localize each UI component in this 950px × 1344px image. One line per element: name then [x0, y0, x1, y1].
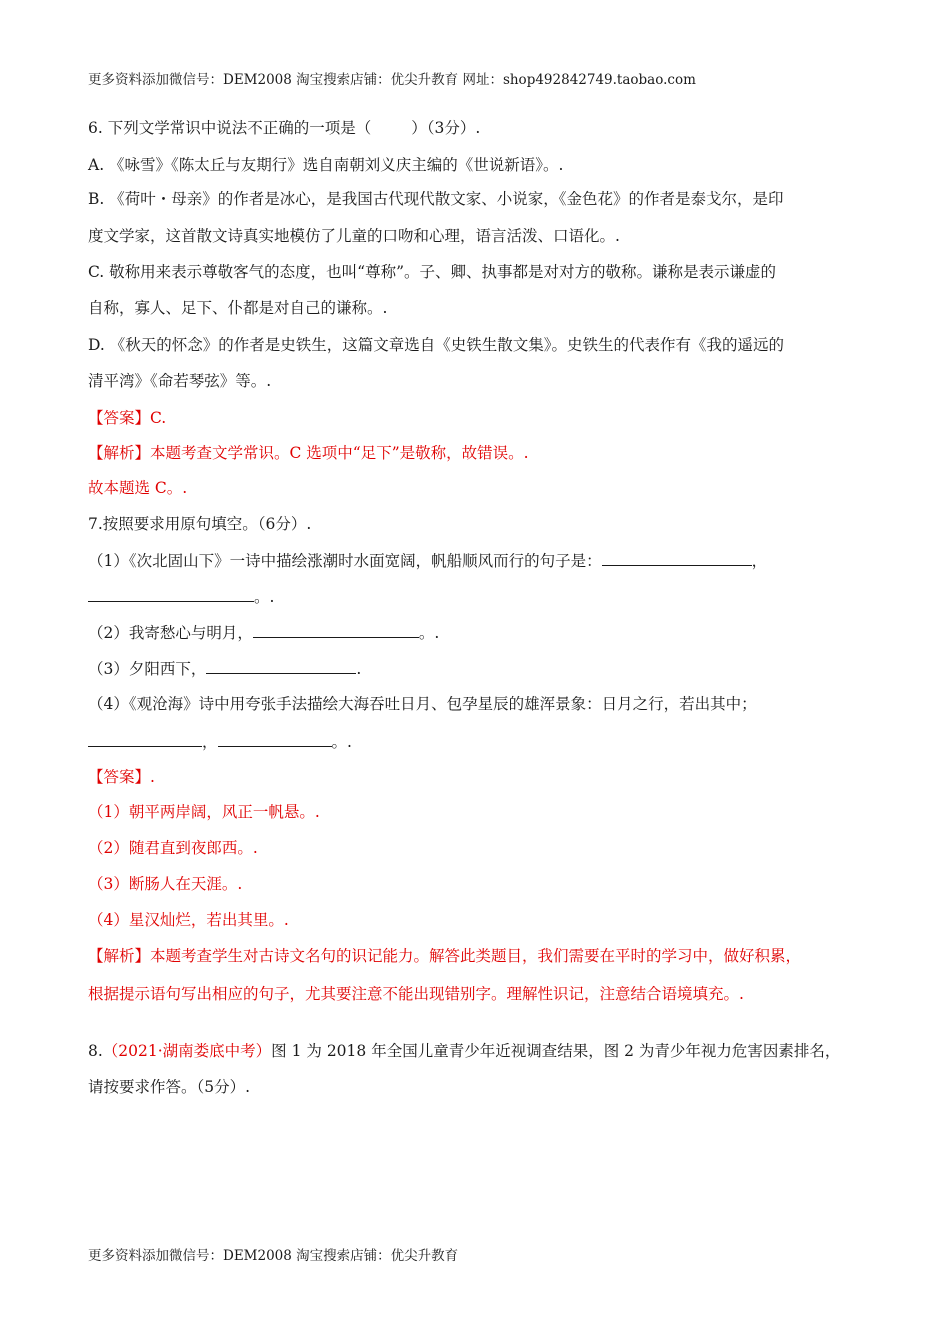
option-c-line-1: C. 敬称用来表示尊敬客气的态度，也叫“尊称”。子、卿、执事都是对对方的敬称。谦称是表示谦虚的: [88, 263, 777, 281]
part-4-comma: ，: [202, 733, 218, 751]
question-6-stem-after: ）（3分）.: [411, 119, 481, 137]
part-2-end: 。.: [418, 624, 440, 642]
question-6-analysis: 【解析】本题考查文学常识。C 选项中“足下”是敬称，故错误。.: [88, 444, 529, 462]
analysis-label: 【解析】: [88, 947, 151, 965]
part-3-text: （3）夕阳西下，: [88, 660, 207, 678]
fill-blank[interactable]: [88, 586, 254, 602]
question-7-answer: 【答案】.: [88, 768, 155, 786]
question-8-number: 8.: [88, 1042, 103, 1060]
part-2-text: （2）我寄愁心与明月，: [88, 624, 253, 642]
question-7-part-1: [88, 550, 767, 571]
answer-1: （1）朝平两岸阔，风正一帆悬。.: [88, 803, 320, 821]
option-a: A. 《咏雪》《陈太丘与友期行》选自南朝刘义庆主编的《世说新语》。.: [88, 156, 564, 174]
fill-blank[interactable]: [218, 731, 332, 747]
fill-blank[interactable]: [88, 731, 202, 747]
question-6-stem: [88, 118, 480, 138]
question-7-analysis: [88, 946, 801, 966]
option-b-line-1: B. 《荷叶・母亲》的作者是冰心，是我国古代现代散文家、小说家，《金色花》的作者是泰戈尔，是印: [88, 190, 784, 208]
part-3-end: .: [356, 660, 362, 678]
option-d-line-1: D. 《秋天的怀念》的作者是史铁生，这篇文章选自《史铁生散文集》。史铁生的代表作有《我的遥远的: [88, 336, 784, 354]
question-6-stem-before: 6. 下列文学常识中说法不正确的一项是（: [88, 119, 372, 137]
option-c-line-2: 自称，寡人、足下、仆都是对自己的谦称。.: [88, 299, 388, 317]
question-7-part-4-cont: [88, 731, 352, 752]
question-8-stem: [88, 1041, 840, 1061]
question-7-part-1-cont: [88, 586, 274, 607]
question-8-text-1: 图 1 为 2018 年全国儿童青少年近视调查结果，图 2 为青少年视力危害因素排名，: [271, 1042, 841, 1060]
question-7-part-3: [88, 658, 361, 679]
answer-4: （4）星汉灿烂，若出其里。.: [88, 911, 289, 929]
option-d-line-2: 清平湾》《命若琴弦》等。.: [88, 372, 272, 390]
question-7-part-4: （4）《观沧海》诗中用夸张手法描绘大海吞吐日月、包孕星辰的雄浑景象：日月之行，若出其中；: [88, 695, 757, 713]
part-1-end: 。.: [254, 588, 275, 606]
question-6-answer: 【答案】C.: [88, 409, 167, 427]
page-footer: 更多资料添加微信号：DEM2008 淘宝搜索店铺：优尖升教育: [88, 1248, 459, 1264]
fill-blank[interactable]: [253, 622, 419, 638]
question-7-analysis-2: 根据提示语句写出相应的句子，尤其要注意不能出现错别字。理解性识记，注意结合语境填充。.: [88, 985, 744, 1003]
part-1-text: （1）《次北固山下》一诗中描绘涨潮时水面宽阔，帆船顺风而行的句子是：: [88, 552, 602, 570]
question-8-text-2: 请按要求作答。（5分）.: [88, 1078, 251, 1096]
question-7-stem: 7.按照要求用原句填空。（6分）.: [88, 515, 312, 533]
part-1-comma: ，: [751, 552, 768, 570]
fill-blank[interactable]: [206, 658, 356, 674]
analysis-text-1: 本题考查学生对古诗文名句的识记能力。解答此类题目，我们需要在平时的学习中，做好积累，: [150, 947, 802, 965]
page-header: 更多资料添加微信号：DEM2008 淘宝搜索店铺：优尖升教育 网址：shop492842749.taobao.com: [88, 72, 696, 88]
answer-2: （2）随君直到夜郎西。.: [88, 839, 258, 857]
option-b-line-2: 度文学家，这首散文诗真实地模仿了儿童的口吻和心理，语言活泼、口语化。.: [88, 227, 620, 245]
part-4-end: 。.: [331, 733, 352, 751]
question-7-part-2: [88, 622, 439, 643]
answer-3: （3）断肠人在天涯。.: [88, 875, 243, 893]
question-6-conclusion: 故本题选 C。.: [88, 479, 188, 497]
fill-blank[interactable]: [602, 550, 752, 566]
question-8-source: （2021·湖南娄底中考）: [102, 1042, 272, 1060]
